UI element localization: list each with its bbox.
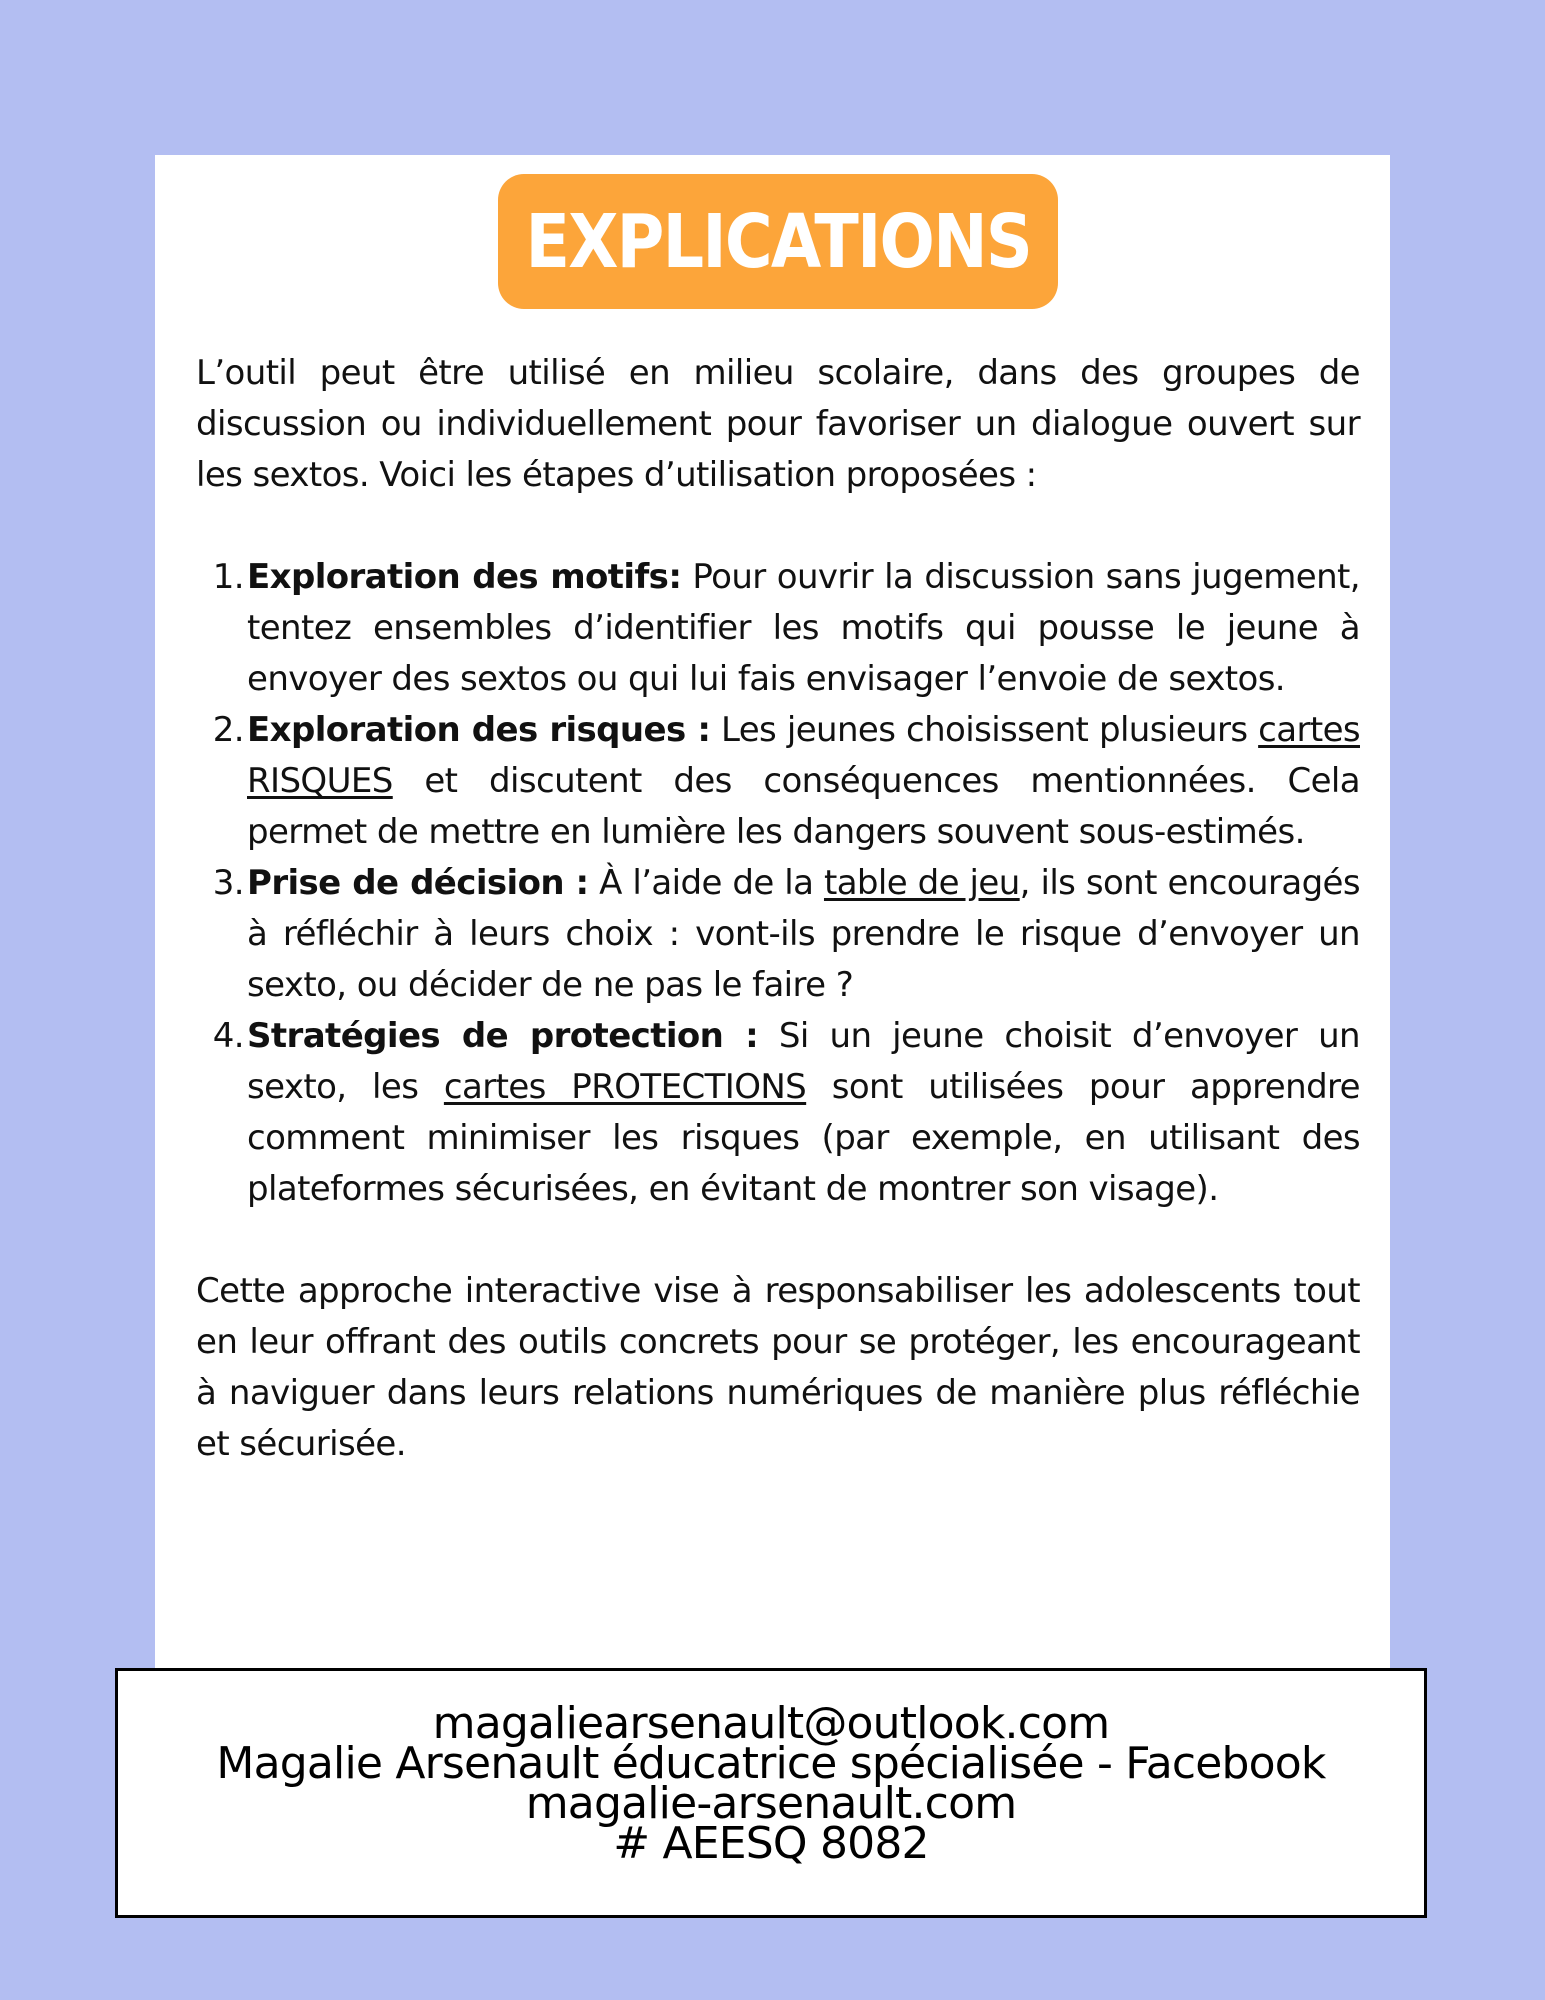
- website-link[interactable]: magalie-arsenault.com: [525, 1778, 1017, 1829]
- cartes-protections-link[interactable]: cartes PROTECTIONS: [443, 1067, 807, 1107]
- list-item: [196, 552, 1360, 705]
- step-number: 3.: [212, 863, 244, 903]
- step-number: 4.: [212, 1016, 244, 1056]
- facebook-link[interactable]: Magalie Arsenault éducatrice spécialisée - Facebook: [216, 1738, 1326, 1789]
- list-item: [196, 1011, 1360, 1215]
- step-title: Exploration des risques :: [247, 710, 711, 750]
- step-title: Stratégies de protection :: [247, 1016, 759, 1056]
- step-text: sont utilisées pour apprendre comment minimiser les risques (par exemple, en utilisant des plateformes sécurisées, en évitant de montrer son visage).: [247, 1067, 1360, 1209]
- list-item: [196, 705, 1360, 858]
- page-title: EXPLICATIONS: [525, 198, 1031, 285]
- intro-paragraph: L’outil peut être utilisé en milieu scolaire, dans des groupes de discussion ou individuellement pour favoriser un dialogue ouvert sur les sextos. Voici les étapes d’utilisation proposées :: [196, 353, 1360, 495]
- step-text: Si un jeune choisit d’envoyer un sexto, les: [247, 1016, 1360, 1107]
- cartes-risques-link[interactable]: cartes RISQUES: [247, 710, 1360, 801]
- explanation-content: [196, 348, 1360, 1470]
- contact-box: [115, 1668, 1427, 1918]
- step-number: 2.: [212, 710, 244, 750]
- step-text: et discutent des conséquences mentionnées. Cela permet de mettre en lumière les dangers souvent sous-estimés.: [247, 761, 1360, 852]
- conclusion-paragraph: Cette approche interactive vise à responsabiliser les adolescents tout en leur offrant des outils concrets pour se protéger, les encourageant à naviguer dans leurs relations numériques de manière plus réfléchie et sécurisée.: [196, 1271, 1360, 1464]
- list-item: [196, 858, 1360, 1011]
- step-title: Prise de décision :: [247, 863, 589, 903]
- step-text: , ils sont encouragés à réfléchir à leurs choix : vont-ils prendre le risque d’envoyer un sexto, ou décider de ne pas le faire ?: [247, 863, 1360, 1005]
- step-text: Pour ouvrir la discussion sans jugement, tentez ensembles d’identifier les motifs qui pousse le jeune à envoyer des sextos ou qui lui fais envisager l’envoie de sextos.: [247, 557, 1360, 699]
- step-title: Exploration des motifs:: [247, 557, 682, 597]
- membership-number: # AEESQ 8082: [613, 1818, 929, 1869]
- step-number: 1.: [212, 557, 244, 597]
- step-text: Les jeunes choisissent plusieurs: [710, 710, 1259, 750]
- table-de-jeu-link[interactable]: table de jeu: [823, 863, 1020, 903]
- steps-list: [196, 552, 1360, 1215]
- step-text: À l’aide de la: [588, 863, 824, 903]
- email-link[interactable]: magaliearsenault@outlook.com: [432, 1698, 1110, 1749]
- title-badge: [498, 174, 1058, 309]
